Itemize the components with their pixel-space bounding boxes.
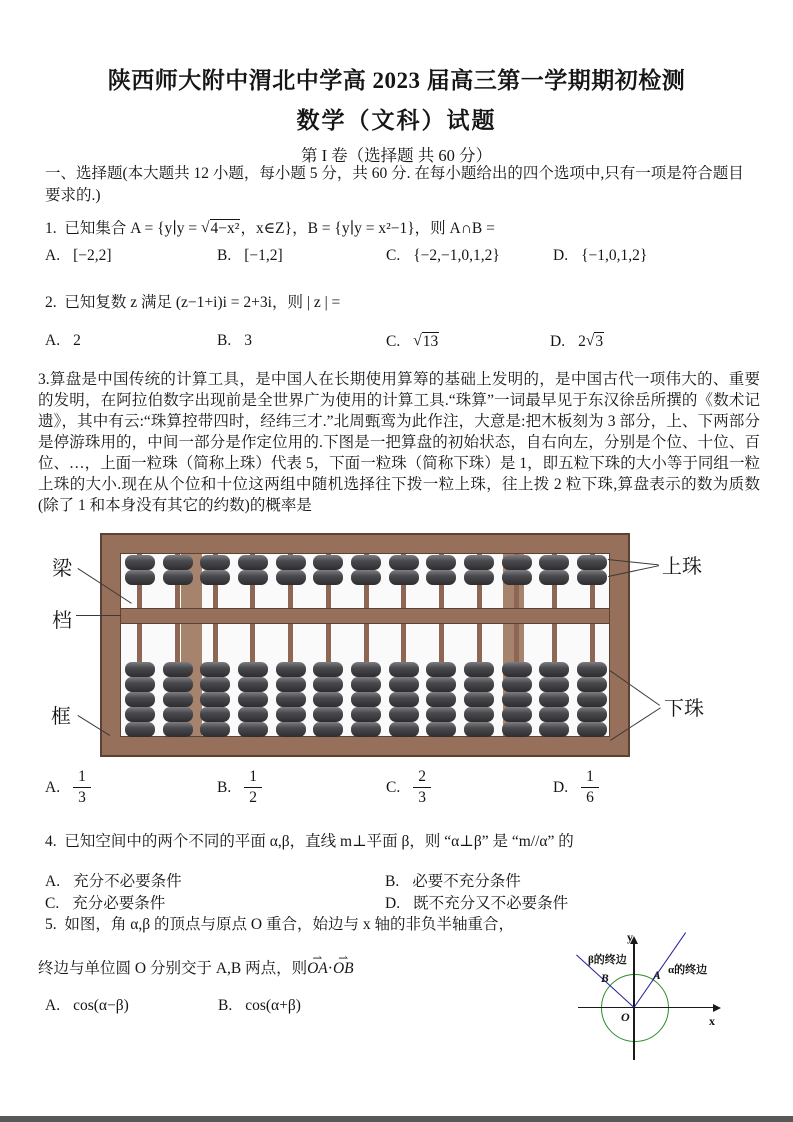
lower-bead: [426, 707, 456, 722]
option-1c: C. {−2,−1,0,1,2}: [386, 247, 500, 264]
lower-bead: [426, 722, 456, 737]
question-3-stem: 3.算盘是中国传统的计算工具，是中国人在长期使用算筹的基础上发明的，是中国古代一项伟大的、重要的发明，在阿拉伯数字出现前是全世界广为使用的计算工具.“珠算”一词最早见于东汉徐岳所撰的《数术记遗》，其中有云:“珠算控带四时，经纬三才.”北周甄鸾为此作注，大意是:把木板刻为 3 部分，上、下两部分是停游珠用的，中间一部分是作定位用的.下图是一把算盘的初始状态，自右向左，分别是个位、十位、百位、…，上面一粒珠（简称上珠）代表 5，下面一粒珠（简称下珠）是 1，即五粒下珠的大小等于同组一粒上珠的大小.现在从个位和十位这两组中随机选择往下拨一粒上珠，往上拨 2 粒下珠,算盘表示的数为质数(除了 1 和本身没有其它的约数)的概率是: [38, 371, 760, 514]
question-4-number: 4.: [45, 833, 57, 850]
option-1b: B. [−1,2]: [217, 247, 283, 264]
question-1-number: 1.: [45, 220, 57, 237]
lower-bead: [351, 722, 381, 737]
lower-bead: [238, 707, 268, 722]
lower-bead: [276, 677, 306, 692]
option-3d: D. $\frac{1}{6}$: [553, 768, 599, 807]
lower-bead: [539, 662, 569, 677]
upper-bead: [426, 555, 456, 570]
upper-bead: [313, 555, 343, 570]
upper-bead: [389, 555, 419, 570]
lower-bead: [577, 662, 607, 677]
question-3-options: [0, 768, 793, 814]
lower-bead: [313, 692, 343, 707]
lower-bead: [464, 707, 494, 722]
lower-bead: [464, 722, 494, 737]
option-4c: C. 充分必要条件: [45, 895, 166, 912]
upper-bead: [238, 555, 268, 570]
lower-bead: [200, 707, 230, 722]
lower-bead: [351, 707, 381, 722]
lower-bead: [464, 677, 494, 692]
lower-bead: [313, 677, 343, 692]
lower-bead: [502, 662, 532, 677]
upper-bead: [502, 570, 532, 585]
lower-bead: [200, 677, 230, 692]
label-upper-bead: 上珠: [662, 556, 702, 578]
lower-bead: [276, 692, 306, 707]
lower-bead: [238, 692, 268, 707]
lower-bead: [389, 707, 419, 722]
lower-bead: [351, 692, 381, 707]
question-2-number: 2.: [45, 294, 57, 311]
section-instructions: 一、选择题(本大题共 12 小题，每小题 5 分，共 60 分. 在每小题给出的四个选项中,只有一项是符合题目要求的.): [45, 165, 744, 204]
sqrt-symbol: √: [413, 332, 422, 349]
alpha-terminal-label: α的终边: [668, 964, 708, 976]
unit-circle-figure: [565, 930, 793, 1118]
section-heading: 第 I 卷（选择题 共 60 分）: [300, 146, 493, 165]
upper-bead: [464, 555, 494, 570]
lower-bead: [464, 662, 494, 677]
lower-bead: [577, 677, 607, 692]
lower-bead: [426, 692, 456, 707]
question-4-options-row2: [0, 891, 793, 913]
lower-bead: [125, 707, 155, 722]
label-beam: 梁: [52, 558, 72, 580]
lower-bead: [351, 662, 381, 677]
lower-bead: [502, 692, 532, 707]
lower-bead: [238, 722, 268, 737]
option-3c: C. $\frac{2}{3}$: [386, 768, 431, 807]
upper-bead: [502, 555, 532, 570]
lower-bead: [163, 722, 193, 737]
lower-bead: [502, 707, 532, 722]
y-axis: [633, 942, 635, 1060]
y-axis-label: y: [627, 930, 633, 944]
lower-bead: [502, 722, 532, 737]
upper-bead: [200, 570, 230, 585]
question-1-options: [0, 247, 793, 293]
beta-terminal-label: β的终边: [588, 954, 627, 966]
upper-bead: [351, 570, 381, 585]
option-1a: A. [−2,2]: [45, 247, 112, 264]
upper-bead: [276, 570, 306, 585]
option-4a: A. 充分不必要条件: [45, 873, 182, 890]
option-3b: B. $\frac{1}{2}$: [217, 768, 262, 807]
upper-bead: [125, 555, 155, 570]
upper-bead: [163, 555, 193, 570]
option-4b: B. 必要不充分条件: [385, 873, 521, 890]
upper-bead: [539, 570, 569, 585]
lower-bead: [426, 662, 456, 677]
fraction: $\frac{1}{3}$: [73, 768, 91, 807]
upper-bead: [125, 570, 155, 585]
question-4-options-row1: [0, 869, 793, 891]
lower-bead: [200, 722, 230, 737]
abacus-figure: [40, 528, 755, 764]
question-5-stem-line1: 5. 如图，角 α,β 的顶点与原点 O 重合，始边与 x 轴的非负半轴重合，: [45, 916, 514, 933]
fraction: $\frac{1}{6}$: [581, 768, 599, 807]
option-2b: B. 3: [217, 332, 252, 349]
upper-bead: [539, 555, 569, 570]
label-frame: 框: [51, 706, 71, 728]
lower-bead: [464, 692, 494, 707]
upper-bead: [577, 555, 607, 570]
upper-bead: [389, 570, 419, 585]
lower-bead: [389, 722, 419, 737]
x-axis-label: x: [709, 1014, 715, 1028]
abacus-frame: [100, 533, 630, 757]
upper-bead: [276, 555, 306, 570]
vector-OB: OB ⇀: [333, 960, 354, 978]
lower-bead: [539, 707, 569, 722]
question-5-number: 5.: [45, 916, 57, 933]
vector-OA: OA ⇀: [307, 960, 328, 978]
lower-bead: [539, 677, 569, 692]
fraction: $\frac{2}{3}$: [413, 768, 431, 807]
page-title: 陕西师大附中渭北中学高 2023 届高三第一学期期初检测: [107, 68, 686, 93]
lower-bead: [276, 707, 306, 722]
lower-bead: [238, 677, 268, 692]
label-rod: 档: [52, 610, 72, 632]
lower-bead: [313, 707, 343, 722]
sqrt-symbol: √: [201, 219, 210, 236]
question-2-stem: 2. 已知复数 z 满足 (z−1+i)i = 2+3i，则 | z | =: [45, 294, 341, 311]
option-3a: A. $\frac{1}{3}$: [45, 768, 91, 807]
option-1d: D. {−1,0,1,2}: [553, 247, 648, 264]
question-4-stem: 4. 已知空间中的两个不同的平面 α,β，直线 m⊥平面 β，则 “α⊥β” 是 “m//α” 的: [45, 833, 574, 850]
abacus-frame-inner: [120, 553, 610, 737]
point-a-label: A: [653, 970, 661, 982]
lower-bead: [313, 722, 343, 737]
fraction: $\frac{1}{2}$: [244, 768, 262, 807]
lower-bead: [389, 692, 419, 707]
lower-bead: [163, 707, 193, 722]
upper-bead: [351, 555, 381, 570]
lower-bead: [125, 677, 155, 692]
abacus-beam: [121, 608, 609, 624]
abacus-rods: [121, 554, 609, 736]
lower-bead: [276, 662, 306, 677]
upper-bead: [200, 555, 230, 570]
lower-bead: [502, 677, 532, 692]
lower-bead: [389, 662, 419, 677]
upper-bead: [577, 570, 607, 585]
option-5a: A. cos(α−β): [45, 997, 129, 1014]
lower-bead: [238, 662, 268, 677]
sqrt-symbol: √: [585, 332, 595, 349]
lower-bead: [163, 692, 193, 707]
question-5-stem-line2: 终边与单位圆 O 分别交于 A,B 两点，则OA ⇀·OB ⇀: [38, 956, 354, 978]
upper-bead: [163, 570, 193, 585]
page-subtitle: 数学（文科）试题: [296, 108, 497, 133]
option-4d: D. 既不充分又不必要条件: [385, 895, 569, 912]
page-bottom-divider: [0, 1116, 793, 1122]
lower-bead: [163, 677, 193, 692]
lower-bead: [351, 677, 381, 692]
lower-bead: [313, 662, 343, 677]
point-b-label: B: [601, 973, 609, 985]
lower-bead: [125, 722, 155, 737]
lower-bead: [539, 722, 569, 737]
option-5b: B. cos(α+β): [218, 997, 301, 1014]
option-2c: C. √13: [386, 332, 439, 350]
label-lower-bead: 下珠: [664, 698, 704, 720]
lower-bead: [163, 662, 193, 677]
option-2a: A. 2: [45, 332, 81, 349]
lower-bead: [125, 692, 155, 707]
upper-bead: [426, 570, 456, 585]
lower-bead: [125, 662, 155, 677]
lower-bead: [200, 662, 230, 677]
x-axis-arrow: [713, 1004, 721, 1012]
upper-bead: [464, 570, 494, 585]
origin-label: O: [621, 1010, 630, 1024]
option-2d: D. 2√3: [550, 332, 604, 350]
lower-bead: [200, 692, 230, 707]
lower-bead: [577, 707, 607, 722]
lower-bead: [276, 722, 306, 737]
lower-bead: [389, 677, 419, 692]
lower-bead: [426, 677, 456, 692]
lower-bead: [539, 692, 569, 707]
question-1-stem: 1. 已知集合 A = {y∣y = √4−x²，x∈Z}，B = {y∣y = x²−1}，则 A∩B =: [45, 219, 495, 237]
question-3-number: 3.: [38, 371, 50, 388]
x-axis: [578, 1007, 715, 1009]
upper-bead: [238, 570, 268, 585]
lower-bead: [577, 692, 607, 707]
upper-bead: [313, 570, 343, 585]
lower-bead: [577, 722, 607, 737]
